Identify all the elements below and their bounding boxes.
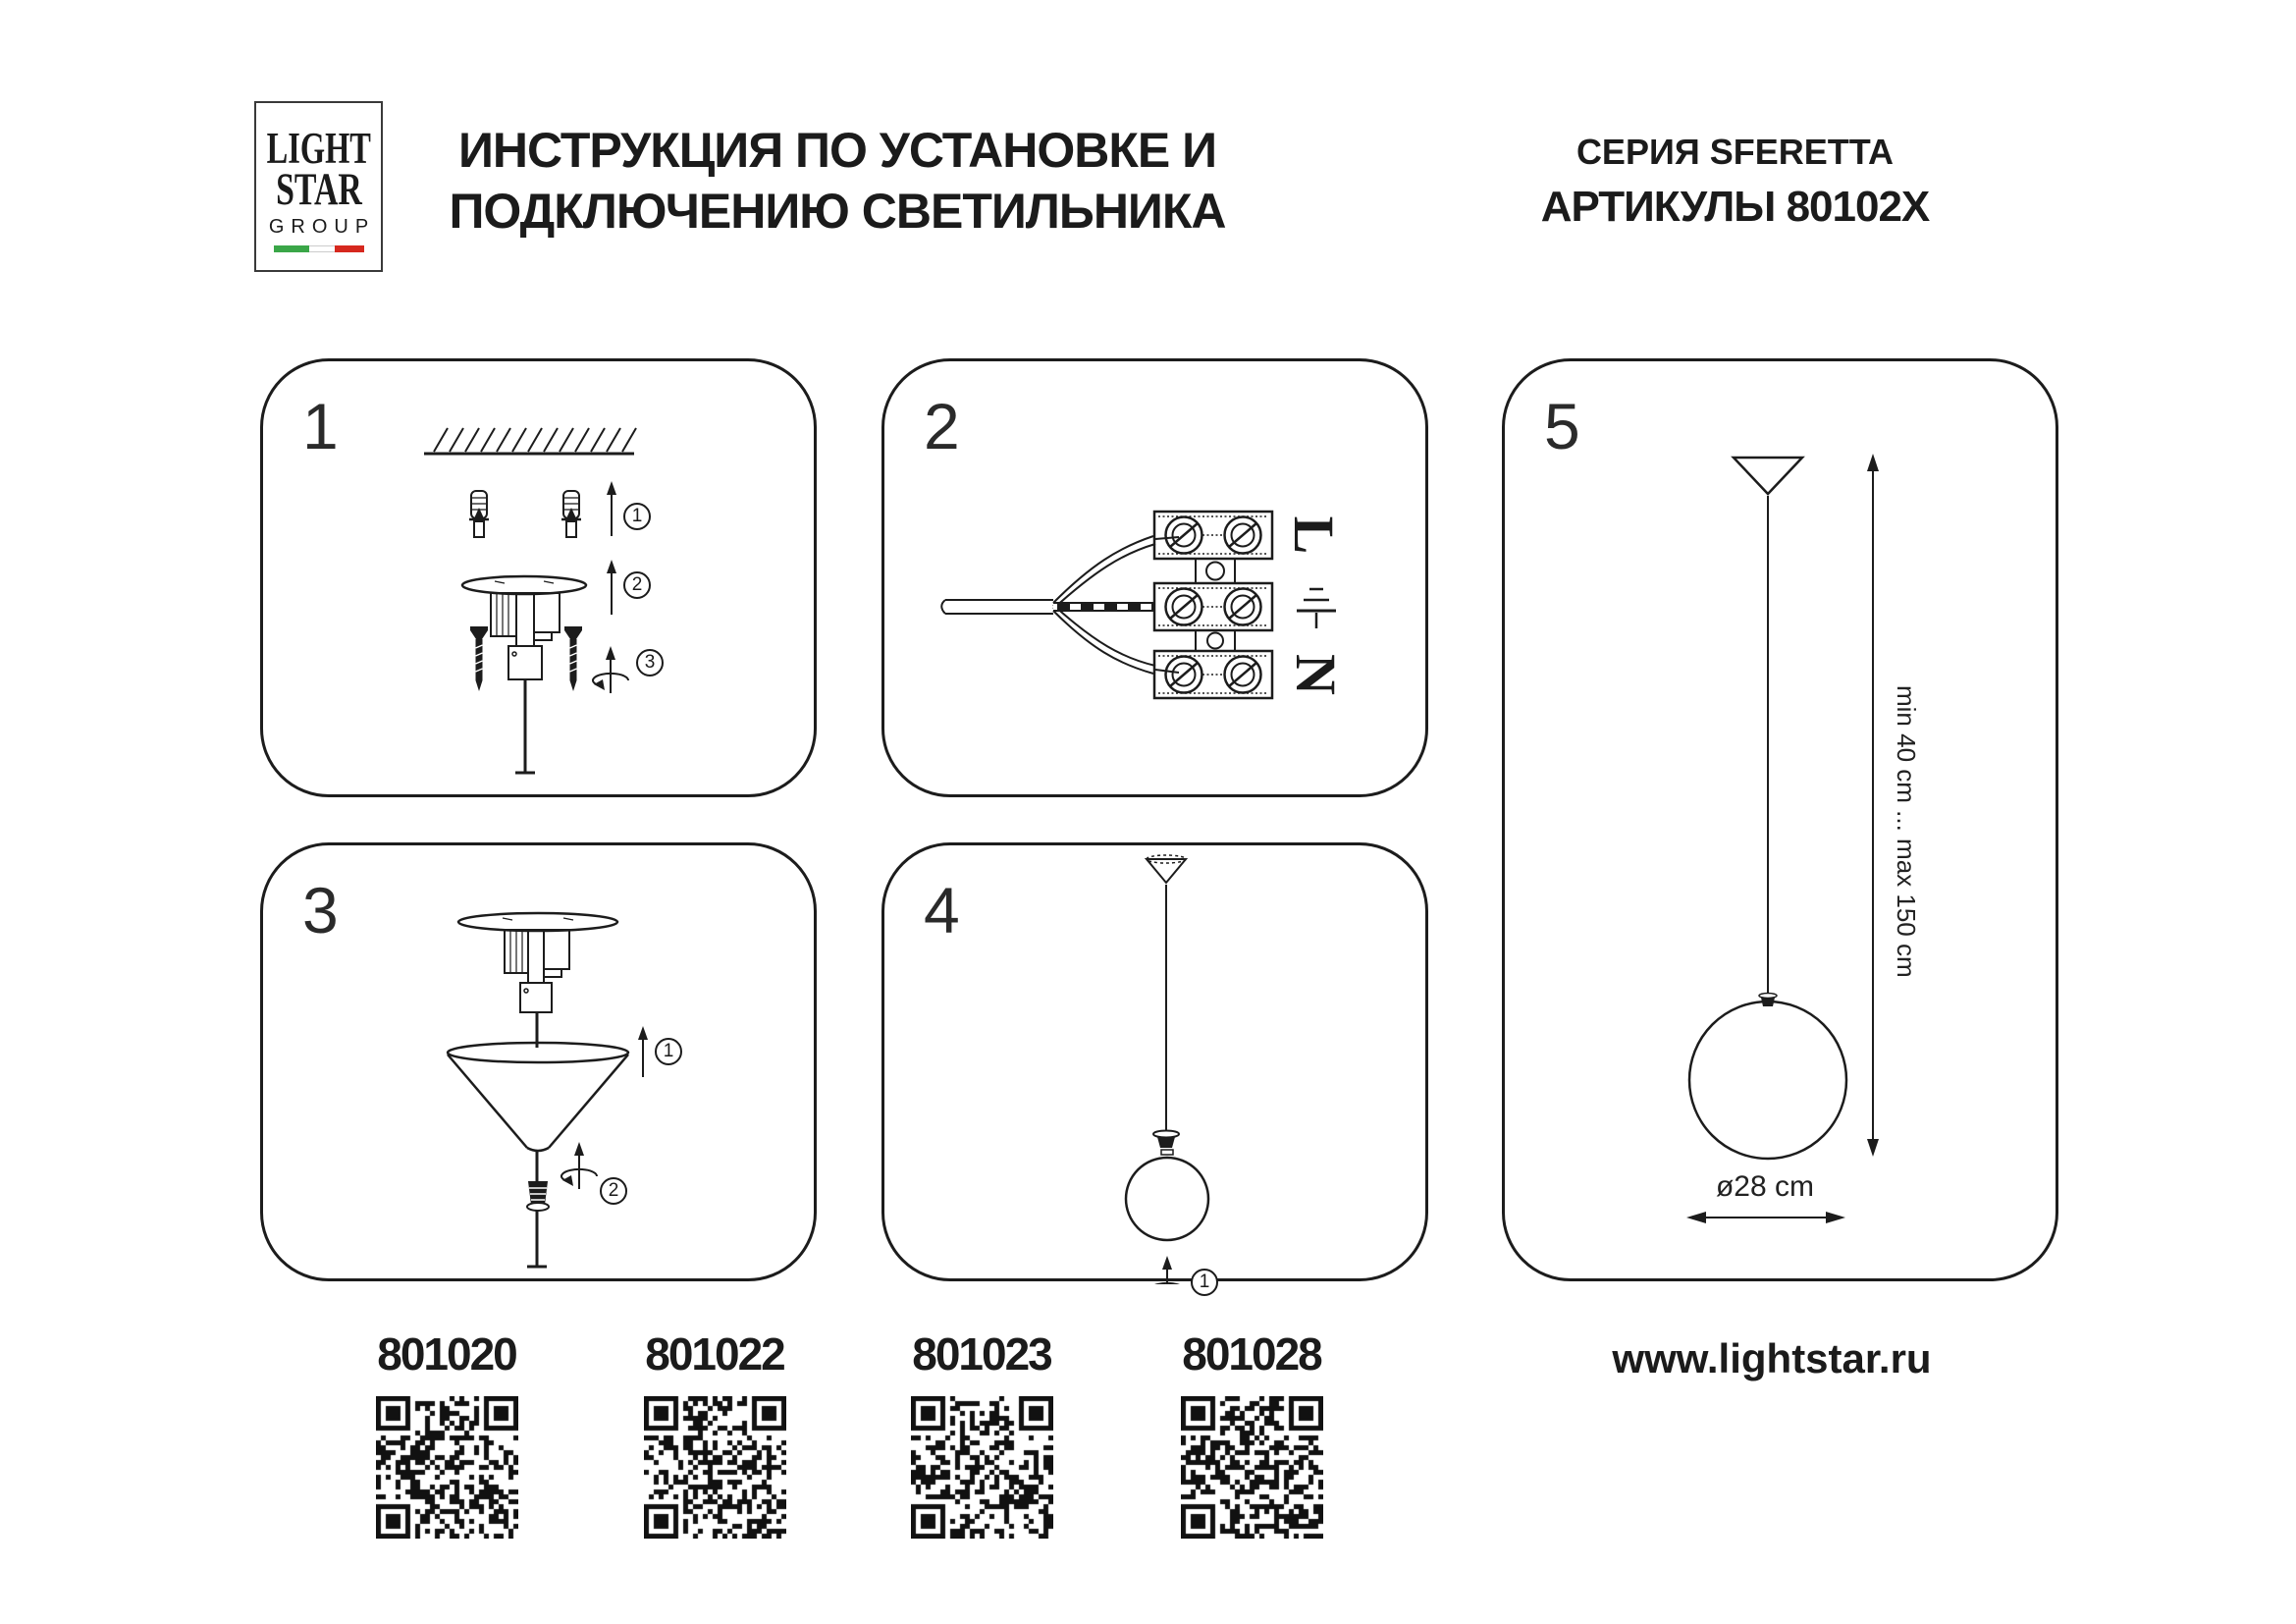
terminal-screw-icon: [1166, 517, 1261, 693]
step-number: 2: [608, 1180, 619, 1201]
socket-icon: [1153, 1131, 1179, 1149]
dimensions-drawing: [1505, 361, 2061, 1284]
panel-3-number: 3: [302, 874, 339, 947]
terminal-label-neutral: N: [1284, 654, 1349, 695]
panel-step-2: [881, 358, 1428, 797]
panel-4-number: 4: [924, 874, 960, 947]
up-arrow-icon: [607, 481, 616, 536]
panel-5-number: 5: [1544, 390, 1580, 462]
rotate-arrow-icon: [593, 646, 628, 693]
wall-plug-icon: [469, 491, 489, 537]
step-badge: [1191, 1269, 1218, 1296]
step-number: 3: [644, 652, 656, 673]
glass-globe: [1126, 1158, 1208, 1240]
lightstar-logo: [254, 101, 383, 272]
panel-step-1: [260, 358, 817, 797]
terminal-label-line: L: [1282, 515, 1347, 555]
height-range-label: min 40 cm ... max 150 cm: [1892, 685, 1921, 978]
title-line-1: ИНСТРУКЦИЯ ПО УСТАНОВКЕ И: [457, 123, 1217, 178]
article-column: [893, 1327, 1070, 1539]
step-number: 2: [631, 574, 643, 595]
step-number: 1: [1199, 1272, 1210, 1292]
cable-end: [941, 600, 945, 614]
article-code: 801023: [912, 1328, 1051, 1380]
article-code: 801020: [377, 1328, 516, 1380]
step-number: 1: [631, 506, 643, 526]
step-badge: [623, 571, 651, 599]
wall-plug-icon: [561, 491, 581, 537]
step-number: 1: [663, 1041, 674, 1061]
up-arrow-icon: [607, 560, 616, 615]
article-code: 801028: [1182, 1328, 1321, 1380]
panel-dimensions: [1502, 358, 2058, 1281]
article-column: [626, 1327, 803, 1539]
step-badge: [600, 1177, 627, 1205]
step-badge: [623, 503, 651, 530]
shade-mounting-drawing: [263, 845, 820, 1284]
qr-code: [644, 1396, 786, 1539]
diameter-dimension: [1686, 1212, 1845, 1223]
rotate-arrow-icon: [1149, 1256, 1185, 1284]
panel-step-4: [881, 842, 1428, 1292]
earth-icon: [1297, 589, 1336, 628]
panel-2-number: 2: [924, 390, 960, 462]
logo-word-light: LIGHT: [266, 124, 371, 173]
page-title: [393, 120, 1282, 242]
globe-mounting-drawing: [884, 845, 1431, 1284]
step-badge: [636, 649, 664, 677]
logo-word-star: STAR: [275, 164, 362, 216]
logo-word-group: GROUP: [268, 215, 376, 238]
cone-canopy-icon: [1734, 458, 1802, 494]
panel-step-3: [260, 842, 817, 1281]
article-column: [1163, 1327, 1340, 1539]
rotate-arrow-icon: [561, 1142, 597, 1189]
website-link[interactable]: www.lightstar.ru: [1612, 1335, 1932, 1381]
series-block: [1517, 132, 1953, 232]
articles-title: АРТИКУЛЫ 80102X: [1540, 183, 1930, 231]
diameter-label: ø28 cm: [1715, 1170, 1815, 1203]
canopy-drawing: [458, 913, 617, 1012]
height-dimension: [1867, 454, 1879, 1157]
title-line-2: ПОДКЛЮЧЕНИЮ СВЕТИЛЬНИКА: [449, 184, 1226, 239]
screw-icon: [564, 626, 582, 691]
screw-icon: [470, 626, 488, 691]
italy-flag-icon: [274, 245, 364, 252]
qr-code: [911, 1396, 1053, 1539]
article-code: 801022: [645, 1328, 784, 1380]
glass-globe: [1689, 1001, 1846, 1159]
series-label: СЕРИЯ SFERETTA: [1575, 132, 1895, 172]
article-column: [358, 1327, 535, 1539]
cone-shade-drawing: [448, 1043, 628, 1151]
wiring-diagram: [884, 361, 1431, 800]
mounting-plate-drawing: [263, 361, 820, 800]
lock-nut-icon: [527, 1181, 549, 1211]
qr-code: [376, 1396, 518, 1539]
step-badge: [655, 1038, 682, 1065]
qr-code: [1181, 1396, 1323, 1539]
panel-1-number: 1: [302, 390, 339, 462]
up-arrow-icon: [638, 1026, 648, 1077]
